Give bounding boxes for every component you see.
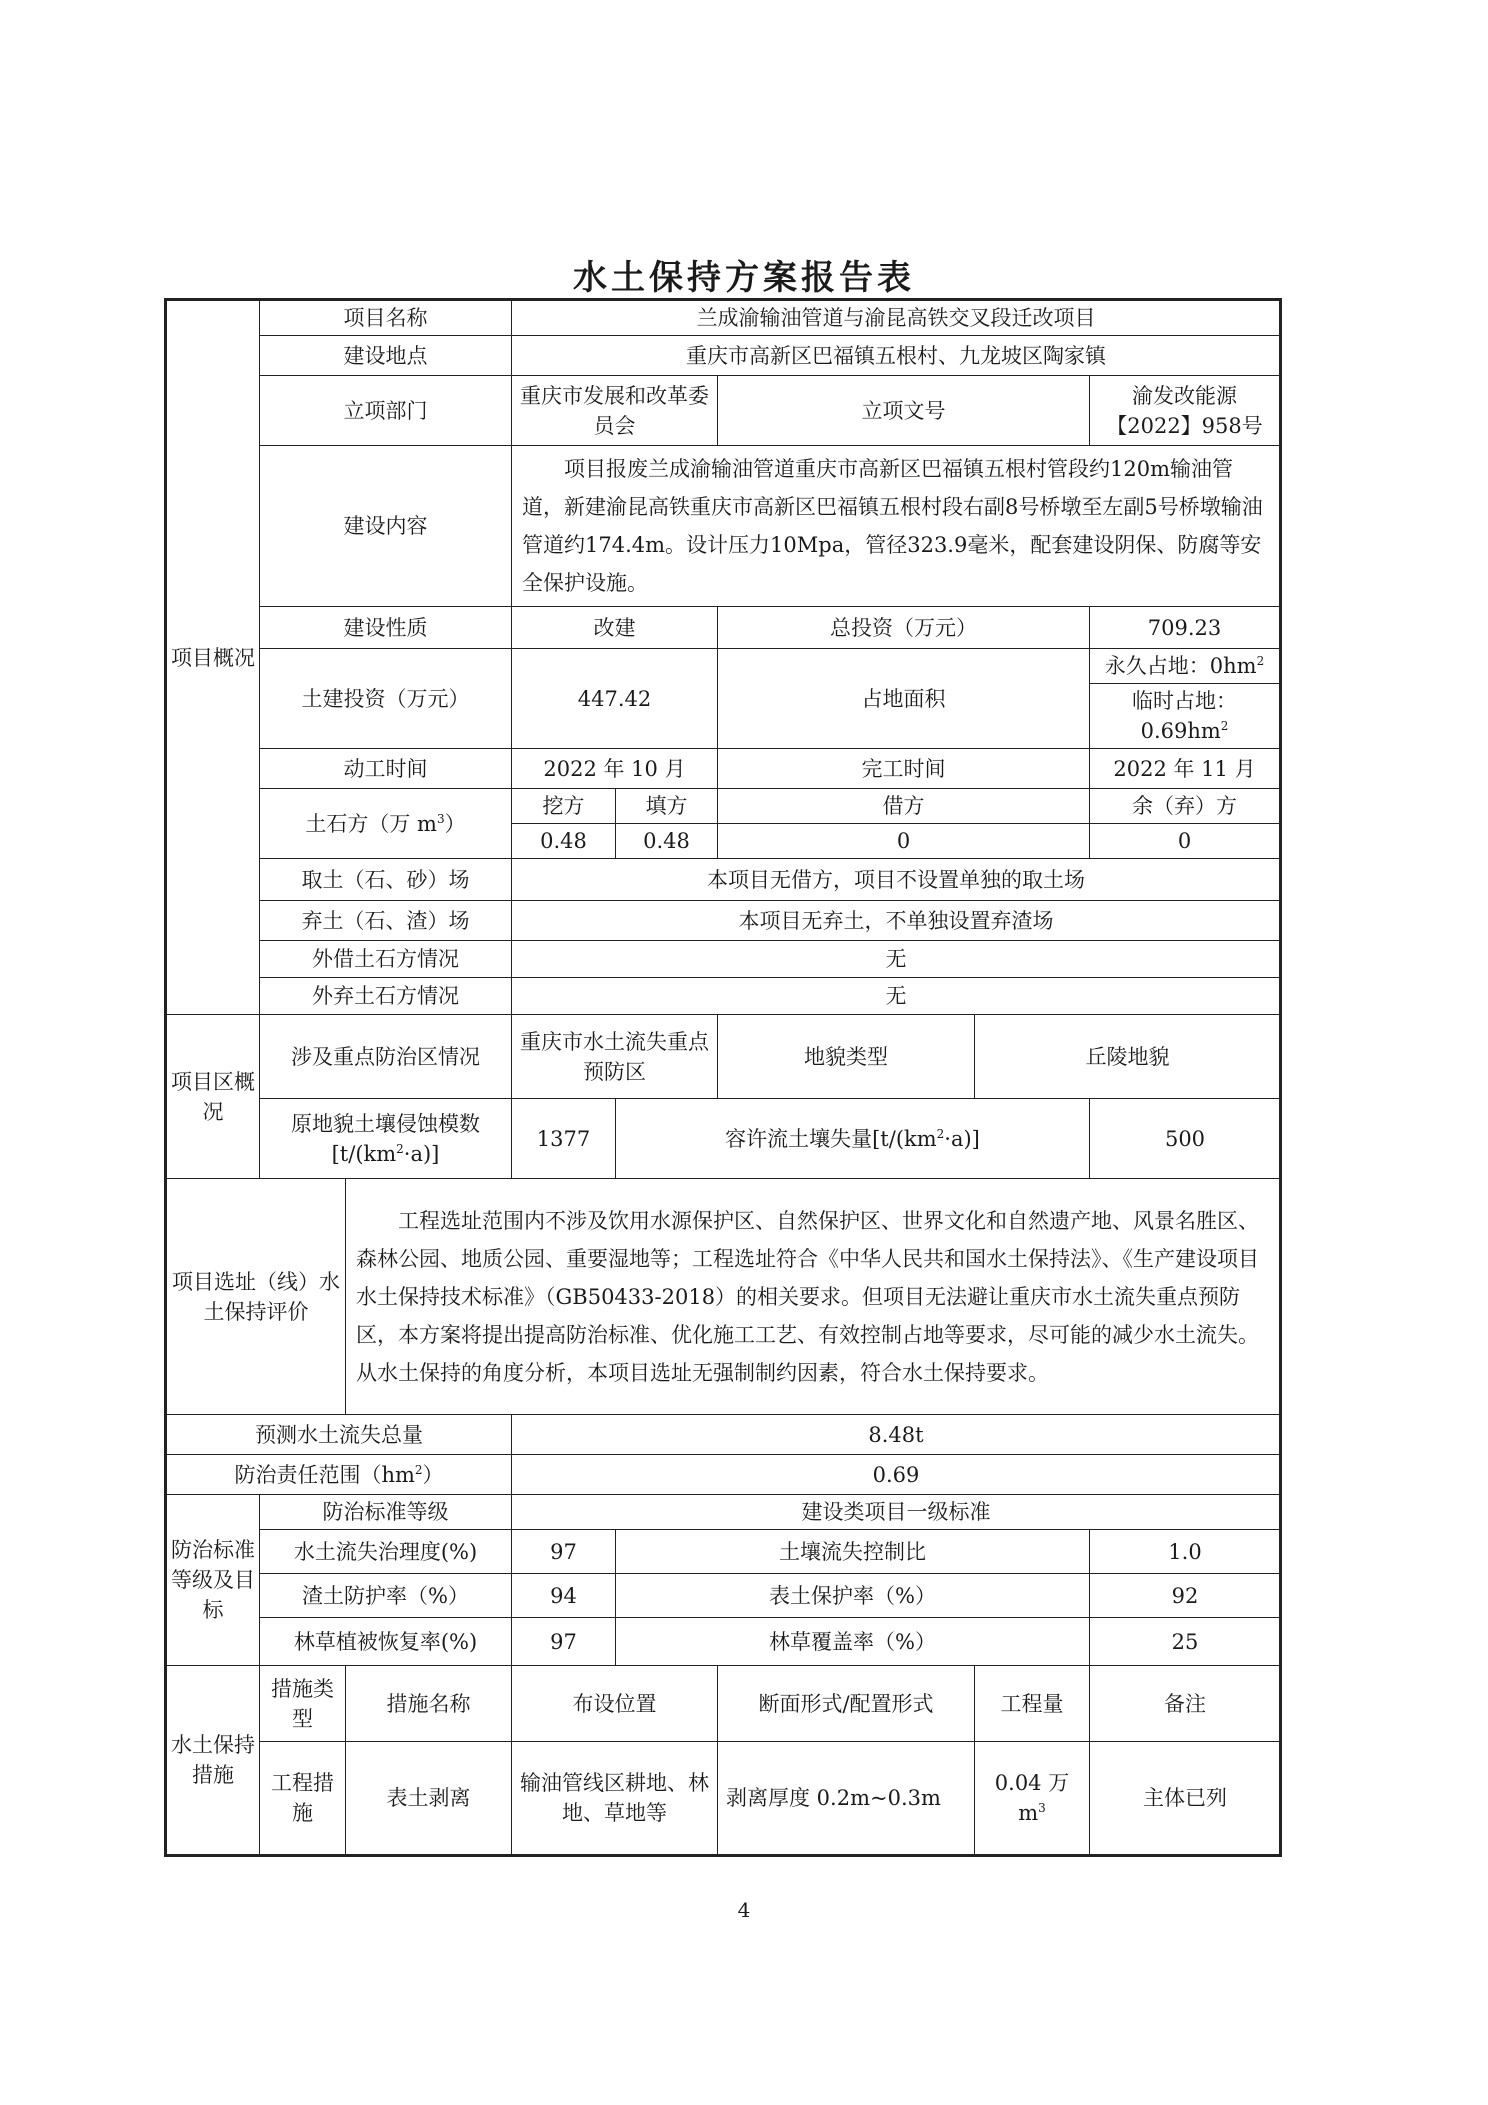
- group-label-area: 项目区概况: [166, 1015, 260, 1179]
- target-value: 97: [512, 1530, 616, 1574]
- earth-header-surplus: 余（弃）方: [1090, 789, 1281, 824]
- value-key-zone: 重庆市水土流失重点预防区: [512, 1015, 718, 1099]
- value-forecast: 8.48t: [512, 1415, 1281, 1455]
- label-level: 防治标准等级: [260, 1495, 512, 1530]
- label-nature: 建设性质: [260, 607, 512, 649]
- earth-header-borrow: 借方: [718, 789, 1090, 824]
- label-borrow-site: 取土（石、砂）场: [260, 859, 512, 901]
- measure-remark: 主体已列: [1090, 1742, 1281, 1856]
- measure-header-name: 措施名称: [346, 1666, 512, 1742]
- target-label: 土壤流失控制比: [616, 1530, 1090, 1574]
- label-key-zone: 涉及重点防治区情况: [260, 1015, 512, 1099]
- group-label-overview: 项目概况: [166, 300, 260, 1015]
- measure-quantity: 0.04 万 $m^3$: [975, 1742, 1090, 1856]
- value-ext-borrow: 无: [512, 941, 1281, 978]
- value-location: 重庆市高新区巴福镇五根村、九龙坡区陶家镇: [512, 336, 1281, 376]
- value-land-perm: 永久占地：$0hm^2$: [1090, 649, 1281, 684]
- earth-value-cut: 0.48: [512, 824, 616, 859]
- target-value: 1.0: [1090, 1530, 1281, 1574]
- value-doc-no: 渝发改能源【2022】958号: [1090, 376, 1281, 446]
- label-doc-no: 立项文号: [718, 376, 1090, 446]
- target-label: 水土流失治理度(%): [260, 1530, 512, 1574]
- target-value: 97: [512, 1618, 616, 1666]
- label-start: 动工时间: [260, 749, 512, 789]
- label-project-name: 项目名称: [260, 300, 512, 336]
- value-borrow-site: 本项目无借方，项目不设置单独的取土场: [512, 859, 1281, 901]
- earth-value-borrow: 0: [718, 824, 1090, 859]
- label-erosion: 原地貌土壤侵蚀模数$[t/(km^2\cdot a)]$: [260, 1099, 512, 1179]
- measure-header-type: 措施类型: [260, 1666, 346, 1742]
- value-evaluation: 工程选址范围内不涉及饮用水源保护区、自然保护区、世界文化和自然遗产地、风景名胜区、森林公园、地质公园、重要湿地等；工程选址符合《中华人民共和国水土保持法》、《生产建设项目水土保持技术标准》（GB50433-2018）的相关要求。但项目无法避让重庆市水土流失重点预防区，本方案将提出提高防治标准、优化施工工艺、有效控制占地等要求，尽可能的减少水土流失。从水土保持的角度分析，本项目选址无强制制约因素，符合水土保持要求。: [346, 1179, 1281, 1415]
- value-civil-invest: 447.42: [512, 649, 718, 749]
- target-value: 92: [1090, 1574, 1281, 1618]
- report-table: [164, 298, 1282, 1857]
- measure-header-quantity: 工程量: [975, 1666, 1090, 1742]
- label-location: 建设地点: [260, 336, 512, 376]
- label-spoil-site: 弃土（石、渣）场: [260, 901, 512, 941]
- measure-header-position: 布设位置: [512, 1666, 718, 1742]
- measure-position: 输油管线区耕地、林地、草地等: [512, 1742, 718, 1856]
- value-erosion: 1377: [512, 1099, 616, 1179]
- value-nature: 改建: [512, 607, 718, 649]
- label-earthwork: 土石方（万 $m^3$）: [260, 789, 512, 859]
- label-scope: 防治责任范围$(hm^2)$: [166, 1455, 512, 1495]
- target-label: 渣土防护率（%）: [260, 1574, 512, 1618]
- label-land: 占地面积: [718, 649, 1090, 749]
- label-dept: 立项部门: [260, 376, 512, 446]
- value-land-temp: 临时占地：$0.69hm^2$: [1090, 684, 1281, 749]
- target-label: 表土保护率（%）: [616, 1574, 1090, 1618]
- value-allow: 500: [1090, 1099, 1281, 1179]
- value-content: 项目报废兰成渝输油管道重庆市高新区巴福镇五根村管段约120m输油管道，新建渝昆高铁重庆市高新区巴福镇五根村段右副8号桥墩至左副5号桥墩输油管道约174.4m。设计压力10Mpa，管径323.9毫米，配套建设阴保、防腐等安全保护设施。: [512, 446, 1281, 607]
- label-landform: 地貌类型: [718, 1015, 975, 1099]
- earth-header-cut: 挖方: [512, 789, 616, 824]
- target-label: 林草植被恢复率(%): [260, 1618, 512, 1666]
- group-label-measures: 水土保持措施: [166, 1666, 260, 1856]
- page-number: 4: [737, 1898, 751, 1922]
- earth-value-fill: 0.48: [616, 824, 718, 859]
- target-label: 林草覆盖率（%）: [616, 1618, 1090, 1666]
- label-end: 完工时间: [718, 749, 1090, 789]
- measure-header-remark: 备注: [1090, 1666, 1281, 1742]
- value-scope: 0.69: [512, 1455, 1281, 1495]
- value-spoil-site: 本项目无弃土，不单独设置弃渣场: [512, 901, 1281, 941]
- label-forecast: 预测水土流失总量: [166, 1415, 512, 1455]
- label-ext-borrow: 外借土石方情况: [260, 941, 512, 978]
- value-level: 建设类项目一级标准: [512, 1495, 1281, 1530]
- target-value: 94: [512, 1574, 616, 1618]
- page-title: 水土保持方案报告表: [573, 258, 915, 298]
- value-end: 2022 年 11 月: [1090, 749, 1281, 789]
- value-project-name: 兰成渝输油管道与渝昆高铁交叉段迁改项目: [512, 300, 1281, 336]
- measure-form: 剥离厚度 0.2m~0.3m: [718, 1742, 975, 1856]
- target-value: 25: [1090, 1618, 1281, 1666]
- label-civil-invest: 土建投资（万元）: [260, 649, 512, 749]
- label-content: 建设内容: [260, 446, 512, 607]
- measure-name: 表土剥离: [346, 1742, 512, 1856]
- label-ext-spoil: 外弃土石方情况: [260, 978, 512, 1015]
- value-landform: 丘陵地貌: [975, 1015, 1281, 1099]
- earth-header-fill: 填方: [616, 789, 718, 824]
- group-label-standard: 防治标准等级及目标: [166, 1495, 260, 1666]
- measure-type: 工程措施: [260, 1742, 346, 1856]
- measure-header-form: 断面形式/配置形式: [718, 1666, 975, 1742]
- label-evaluation: 项目选址（线）水土保持评价: [166, 1179, 346, 1415]
- value-dept: 重庆市发展和改革委员会: [512, 376, 718, 446]
- value-total-invest: 709.23: [1090, 607, 1281, 649]
- value-ext-spoil: 无: [512, 978, 1281, 1015]
- earth-value-surplus: 0: [1090, 824, 1281, 859]
- label-total-invest: 总投资（万元）: [718, 607, 1090, 649]
- label-allow: 容许流土壤失量$[t/(km^2\cdot a)]$: [616, 1099, 1090, 1179]
- value-start: 2022 年 10 月: [512, 749, 718, 789]
